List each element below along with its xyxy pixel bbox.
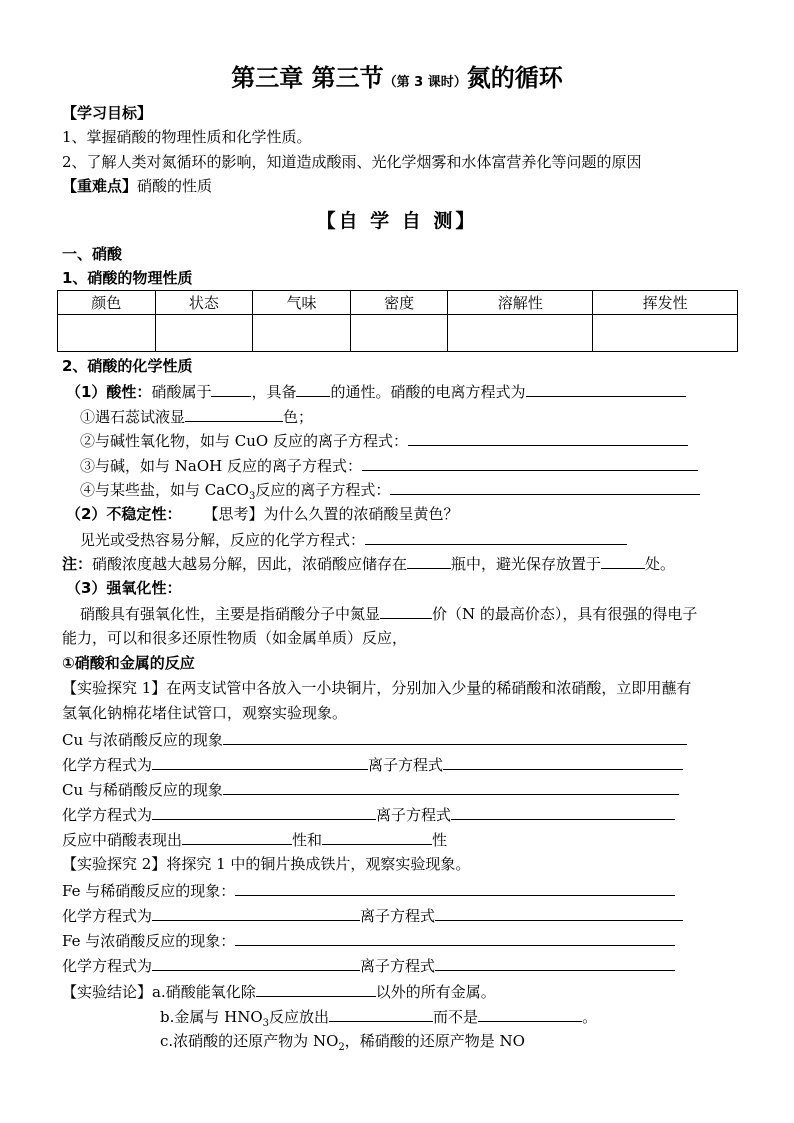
answer-blank[interactable] xyxy=(223,728,687,745)
acid-line xyxy=(66,380,686,403)
acid-item-text: ①遇石蕊试液显 xyxy=(80,408,186,426)
answer-cell[interactable] xyxy=(350,315,448,352)
conclusion-label: 【实验结论】 xyxy=(62,983,153,1001)
note-label: 注： xyxy=(62,555,93,573)
answer-blank[interactable] xyxy=(443,753,683,770)
exp2-text: 将探究 1 中的铜片换成铁片，观察实验现象。 xyxy=(166,855,471,873)
conclusion-text: a.硝酸能氧化除 xyxy=(152,983,256,1001)
answer-blank[interactable] xyxy=(435,904,683,921)
answer-blank[interactable] xyxy=(601,552,645,569)
section-title: 【自 学 自 测】 xyxy=(316,210,478,232)
objective-2: 2、了解人类对氮循环的影响，知道造成酸雨、光化学烟雾和水体富营养化等问题的原因 xyxy=(62,153,642,171)
answer-blank[interactable] xyxy=(329,1005,433,1022)
unstable-line xyxy=(66,503,458,525)
answer-blank[interactable] xyxy=(365,528,627,545)
exp1-label: 【实验探究 1】 xyxy=(62,679,167,697)
cu-conc-line xyxy=(62,728,687,751)
cu-dil-equation-line xyxy=(62,803,675,826)
unstable-text: 见光或受热容易分解，反应的化学方程式： xyxy=(80,531,366,549)
answer-blank[interactable] xyxy=(211,380,251,397)
conclusion-text: 。 xyxy=(582,1008,598,1026)
header-volatility: 挥发性 xyxy=(593,291,738,315)
subscript: 3 xyxy=(262,1018,270,1029)
fe-conc-equation-line xyxy=(62,954,675,977)
fe-dil-line xyxy=(62,879,675,902)
answer-cell[interactable] xyxy=(155,315,253,352)
table-header-row xyxy=(58,291,738,315)
oxidizing-line-2: 能力，可以和很多还原性物质（如金属单质）反应， xyxy=(62,629,408,647)
answer-blank[interactable] xyxy=(478,1005,582,1022)
chem-eq-label: 化学方程式为 xyxy=(62,957,153,975)
acid-text: 硝酸属于 xyxy=(151,383,212,401)
chem-eq-label: 化学方程式为 xyxy=(62,907,153,925)
ion-eq-label: 离子方程式 xyxy=(360,957,436,975)
answer-cell[interactable] xyxy=(448,315,593,352)
objective-1: 1、掌握硝酸的物理性质和化学性质。 xyxy=(62,128,312,146)
acid-text: 的通性。硝酸的电离方程式为 xyxy=(330,383,526,401)
ion-eq-label: 离子方程式 xyxy=(376,806,452,824)
fe-conc-label: Fe 与浓硝酸反应的现象： xyxy=(62,932,236,950)
key-points xyxy=(62,175,212,197)
oxidizing-text: 硝酸具有强氧化性，主要是指硝酸分子中氮显 xyxy=(80,605,381,623)
table-answer-row xyxy=(58,315,738,352)
ion-eq-label: 离子方程式 xyxy=(368,756,444,774)
think-text: 为什么久置的浓硝酸呈黄色？ xyxy=(263,505,459,523)
title-lesson: （第 3 课时） xyxy=(383,75,467,90)
answer-blank[interactable] xyxy=(408,429,688,446)
answer-blank[interactable] xyxy=(362,454,698,471)
oxidizing-text: 价（N 的最高价态），具有很强的得电子 xyxy=(432,605,698,623)
acid-item-text: ④与某些盐，如与 CaCO xyxy=(80,481,249,499)
header-color: 颜色 xyxy=(58,291,156,315)
exp1-line-2: 氢氧化钠棉花堵住试管口，观察实验现象。 xyxy=(62,704,348,722)
answer-blank[interactable] xyxy=(380,602,432,619)
note-text: 硝酸浓度越大越易分解，因此，浓硝酸应储存在 xyxy=(92,555,408,573)
title-chapter: 第三章 第三节 xyxy=(231,64,384,92)
title-topic: 氮的循环 xyxy=(466,64,563,92)
answer-blank[interactable] xyxy=(390,478,700,495)
answer-blank[interactable] xyxy=(235,929,675,946)
ion-eq-label: 离子方程式 xyxy=(360,907,436,925)
acid-item-text: ③与碱，如与 NaOH 反应的离子方程式： xyxy=(80,457,362,475)
shows-text: 反应中硝酸表现出 xyxy=(62,831,183,849)
answer-blank[interactable] xyxy=(185,405,283,422)
cu-conc-label: Cu 与浓硝酸反应的现象 xyxy=(62,731,223,749)
key-points-label: 【重难点】 xyxy=(62,177,138,195)
conclusion-text: 以外的所有金属。 xyxy=(375,983,496,1001)
answer-blank[interactable] xyxy=(152,954,360,971)
acid-item-1 xyxy=(80,405,313,428)
physical-properties-table xyxy=(57,290,738,352)
answer-blank[interactable] xyxy=(182,828,292,845)
conclusion-text: 而不是 xyxy=(433,1008,479,1026)
note-line xyxy=(62,552,675,575)
exp2-label: 【实验探究 2】 xyxy=(62,855,167,873)
header-state: 状态 xyxy=(155,291,253,315)
page-title xyxy=(0,60,794,101)
exp1-text: 在两支试管中各放入一小块铜片，分别加入少量的稀硝酸和浓硝酸，立即用蘸有 xyxy=(166,679,692,697)
acid-item-2 xyxy=(80,429,688,452)
answer-cell[interactable] xyxy=(253,315,351,352)
objectives-label: 【学习目标】 xyxy=(62,104,153,122)
cu-conc-equation-line xyxy=(62,753,683,776)
acid-item-text: 反应的离子方程式： xyxy=(255,481,391,499)
physical-heading: 1、硝酸的物理性质 xyxy=(62,269,193,287)
conclusion-text: ，稀硝酸的还原产物是 NO xyxy=(344,1032,525,1050)
acid-label: （1）酸性： xyxy=(66,383,152,401)
think-label: 【思考】 xyxy=(203,505,264,523)
fe-conc-line xyxy=(62,929,675,952)
chemical-heading: 2、硝酸的化学性质 xyxy=(62,357,193,375)
answer-blank[interactable] xyxy=(152,803,376,820)
answer-blank[interactable] xyxy=(152,753,368,770)
oxidizing-line-1 xyxy=(80,602,697,625)
answer-cell[interactable] xyxy=(58,315,156,352)
metal-heading: ①硝酸和金属的反应 xyxy=(62,654,195,672)
acid-item-3 xyxy=(80,454,698,477)
conclusion-text: 反应放出 xyxy=(269,1008,330,1026)
oxidizing-heading: （3）强氧化性： xyxy=(66,579,182,597)
answer-blank[interactable] xyxy=(526,380,686,397)
acid-item-text: 色； xyxy=(283,408,314,426)
exp1-line-1 xyxy=(62,677,691,699)
cu-dil-label: Cu 与稀硝酸反应的现象 xyxy=(62,781,223,799)
answer-blank[interactable] xyxy=(256,980,376,997)
shows-text: 性和 xyxy=(292,831,323,849)
exp2-line xyxy=(62,853,470,875)
conclusion-text: c.浓硝酸的还原产物为 NO xyxy=(160,1032,339,1050)
cu-dil-line xyxy=(62,778,679,801)
answer-cell[interactable] xyxy=(593,315,738,352)
conclusion-c-line xyxy=(160,1030,525,1059)
chem-eq-label: 化学方程式为 xyxy=(62,756,153,774)
answer-blank[interactable] xyxy=(407,552,451,569)
header-density: 密度 xyxy=(350,291,448,315)
fe-dil-label: Fe 与稀硝酸反应的现象： xyxy=(62,882,236,900)
answer-blank[interactable] xyxy=(223,778,679,795)
conclusion-a-line xyxy=(62,980,496,1003)
note-text: 处。 xyxy=(645,555,676,573)
header-odor: 气味 xyxy=(253,291,351,315)
chem-eq-label: 化学方程式为 xyxy=(62,806,153,824)
key-points-text: 硝酸的性质 xyxy=(137,177,213,195)
note-text: 瓶中，避光保存放置于 xyxy=(451,555,602,573)
unstable-text-line xyxy=(80,528,627,551)
subscript: 2 xyxy=(338,1042,345,1053)
conclusion-text: b.金属与 HNO xyxy=(160,1008,263,1026)
header-solubility: 溶解性 xyxy=(448,291,593,315)
acid-item-text: ②与碱性氧化物，如与 CuO 反应的离子方程式： xyxy=(80,432,408,450)
answer-blank[interactable] xyxy=(152,904,360,921)
answer-blank[interactable] xyxy=(235,879,675,896)
subscript: 3 xyxy=(248,491,256,502)
answer-blank[interactable] xyxy=(296,380,330,397)
nitric-shows-line xyxy=(62,828,447,851)
acid-text: ，具备 xyxy=(251,383,297,401)
unstable-label: （2）不稳定性： xyxy=(66,505,182,523)
answer-blank[interactable] xyxy=(322,828,432,845)
answer-blank[interactable] xyxy=(451,803,675,820)
answer-blank[interactable] xyxy=(435,954,675,971)
shows-text: 性 xyxy=(432,831,448,849)
fe-dil-equation-line xyxy=(62,904,683,927)
part1-heading: 一、硝酸 xyxy=(62,245,123,263)
